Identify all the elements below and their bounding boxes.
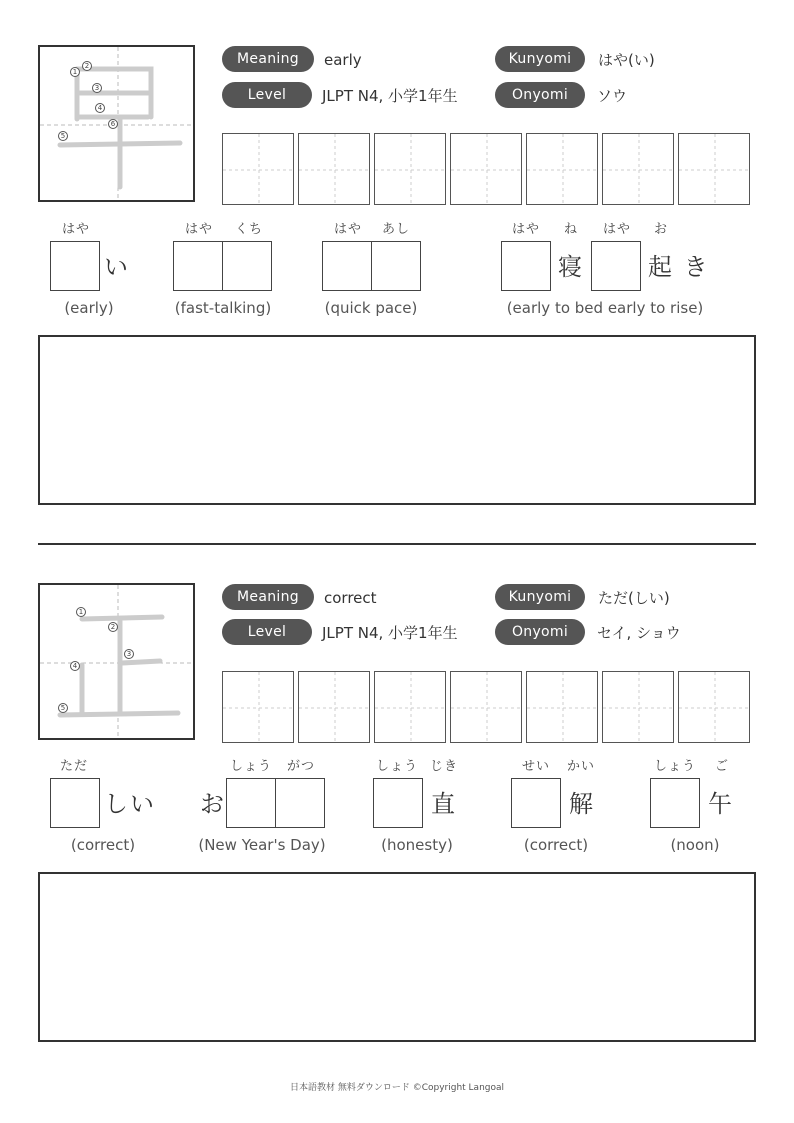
meaning-value: early: [324, 51, 362, 69]
practice-guide-lines: [299, 672, 371, 744]
kunyomi-value: はや(い): [598, 51, 655, 69]
kanji-in-word: 起 き: [648, 253, 710, 281]
kanji-in-word: 午: [708, 790, 732, 818]
furigana: はや: [185, 222, 214, 237]
meaning-value: correct: [324, 589, 377, 607]
kunyomi-label: Kunyomi: [495, 584, 585, 610]
onyomi-label: Onyomi: [495, 82, 585, 108]
answer-box[interactable]: [222, 241, 272, 291]
notes-box[interactable]: [38, 335, 756, 505]
practice-guide-lines: [451, 672, 523, 744]
practice-guide-lines: [527, 672, 599, 744]
practice-square[interactable]: [222, 671, 294, 743]
practice-guide-lines: [603, 672, 675, 744]
stroke-number: 1: [70, 67, 80, 77]
stroke-number: 5: [58, 703, 68, 713]
furigana: ね: [564, 222, 579, 237]
stroke-number: 2: [82, 61, 92, 71]
practice-square[interactable]: [222, 133, 294, 205]
practice-guide-lines: [451, 134, 523, 206]
practice-square[interactable]: [602, 133, 674, 205]
practice-guide-lines: [603, 134, 675, 206]
stroke-number: 3: [124, 649, 134, 659]
footer-copyright: 日本語教材 無料ダウンロード ©Copyright Langoal: [289, 1083, 505, 1093]
example-gloss: (correct): [523, 836, 589, 854]
practice-guide-lines: [679, 672, 751, 744]
furigana: はや: [603, 222, 632, 237]
practice-square[interactable]: [450, 133, 522, 205]
example-gloss: (early): [64, 299, 114, 317]
level-label: Level: [222, 82, 312, 108]
answer-box[interactable]: [650, 778, 700, 828]
prefix: お: [200, 790, 224, 818]
stroke-number: 4: [95, 103, 105, 113]
meaning-label: Meaning: [222, 46, 314, 72]
onyomi-value: ソウ: [597, 87, 628, 105]
practice-guide-lines: [375, 672, 447, 744]
kanji-stroke-diagram: [38, 45, 195, 202]
practice-square[interactable]: [298, 133, 370, 205]
furigana: しょう: [230, 759, 273, 774]
answer-box[interactable]: [511, 778, 561, 828]
furigana: お: [654, 222, 669, 237]
practice-guide-lines: [375, 134, 447, 206]
answer-box[interactable]: [373, 778, 423, 828]
practice-guide-lines: [223, 134, 295, 206]
kanji-character: [40, 585, 195, 586]
answer-box[interactable]: [591, 241, 641, 291]
answer-box[interactable]: [50, 778, 100, 828]
example-gloss: (correct): [70, 836, 136, 854]
kanji-stroke-diagram: [38, 583, 195, 740]
furigana: はや: [62, 222, 91, 237]
practice-square[interactable]: [526, 671, 598, 743]
kunyomi-value: ただ(しい): [598, 589, 670, 607]
meaning-label: Meaning: [222, 584, 314, 610]
practice-square[interactable]: [298, 671, 370, 743]
level-value: JLPT N4, 小学1年生: [322, 87, 458, 105]
furigana: しょう: [654, 759, 697, 774]
answer-box[interactable]: [275, 778, 325, 828]
answer-box[interactable]: [226, 778, 276, 828]
furigana: くち: [235, 222, 264, 237]
answer-box[interactable]: [173, 241, 223, 291]
practice-guide-lines: [527, 134, 599, 206]
example-gloss: (quick pace): [324, 299, 418, 317]
answer-box[interactable]: [501, 241, 551, 291]
furigana: はや: [334, 222, 363, 237]
level-value: JLPT N4, 小学1年生: [322, 624, 458, 642]
practice-square[interactable]: [374, 133, 446, 205]
kanji-in-word: 直: [431, 790, 455, 818]
furigana: しょう: [376, 759, 419, 774]
example-gloss: (early to bed early to rise): [506, 299, 704, 317]
practice-square[interactable]: [374, 671, 446, 743]
kanji-guide-lines: [40, 585, 195, 740]
notes-box[interactable]: [38, 872, 756, 1042]
answer-box[interactable]: [50, 241, 100, 291]
example-gloss: (New Year's Day): [198, 836, 326, 854]
kanji-in-word: 解: [569, 790, 593, 818]
furigana: はや: [512, 222, 541, 237]
kanji-in-word: 寝: [558, 253, 582, 281]
okurigana: しい: [104, 790, 156, 818]
level-label: Level: [222, 619, 312, 645]
example-gloss: (fast-talking): [174, 299, 272, 317]
stroke-number: 2: [108, 622, 118, 632]
furigana: せい: [522, 759, 551, 774]
example-gloss: (honesty): [381, 836, 453, 854]
stroke-number: 5: [58, 131, 68, 141]
practice-square[interactable]: [602, 671, 674, 743]
kanji-character: [40, 47, 195, 48]
practice-guide-lines: [223, 672, 295, 744]
furigana: がつ: [287, 759, 316, 774]
answer-box[interactable]: [371, 241, 421, 291]
furigana: ただ: [60, 759, 89, 774]
practice-guide-lines: [679, 134, 751, 206]
stroke-number: 3: [92, 83, 102, 93]
kunyomi-label: Kunyomi: [495, 46, 585, 72]
practice-square[interactable]: [526, 133, 598, 205]
practice-guide-lines: [299, 134, 371, 206]
practice-square[interactable]: [678, 133, 750, 205]
section-divider: [38, 543, 756, 545]
stroke-number: 6: [108, 119, 118, 129]
stroke-number: 4: [70, 661, 80, 671]
furigana: ご: [715, 759, 730, 774]
okurigana: い: [104, 253, 128, 281]
furigana: あし: [382, 222, 411, 237]
practice-square[interactable]: [450, 671, 522, 743]
onyomi-value: セイ, ショウ: [597, 624, 681, 642]
stroke-number: 1: [76, 607, 86, 617]
practice-square[interactable]: [678, 671, 750, 743]
furigana: かい: [567, 759, 596, 774]
furigana: じき: [430, 759, 459, 774]
example-gloss: (noon): [670, 836, 720, 854]
onyomi-label: Onyomi: [495, 619, 585, 645]
answer-box[interactable]: [322, 241, 372, 291]
